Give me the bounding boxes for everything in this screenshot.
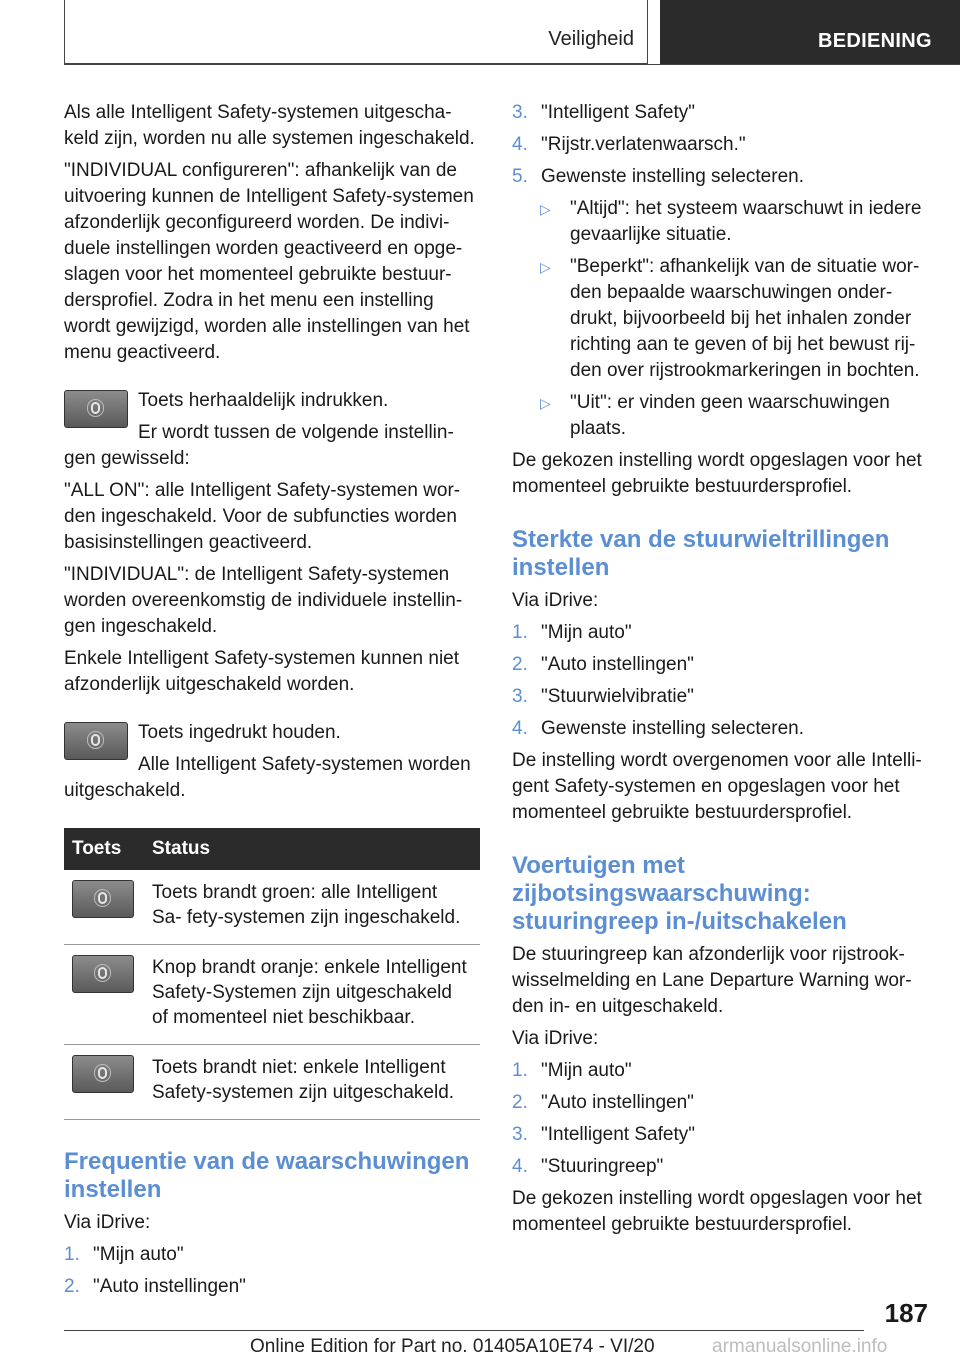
triangle-bullet-icon: ▷: [540, 201, 551, 217]
footer-rule: [64, 1330, 864, 1331]
paragraph: De stuuringreep kan afzonderlijk voor rijstrook- wisselmelding en Lane Departure Warning wor- den in- en uitgeschakeld.: [512, 944, 912, 1017]
table-cell: Toets brandt niet: enkele Intelligent Safety-systemen zijn uitgeschakeld.: [144, 1045, 480, 1120]
button-instruction: [64, 720, 480, 804]
paragraph: "ALL ON": alle Intelligent Safety-systemen wor- den ingeschakeld. Voor de subfuncties worden basisinstellingen geactiveerd.: [64, 480, 461, 553]
list-item: 3. "Intelligent Safety": [512, 1124, 695, 1145]
paragraph: Als alle Intelligent Safety-systemen uitgescha- keld zijn, worden nu alle systemen ingeschakeld.: [64, 102, 475, 149]
list-item: 2. "Auto instellingen": [512, 1092, 694, 1113]
paragraph: "INDIVIDUAL": de Intelligent Safety-systemen worden overeenkomstig de individuele instellin- gen ingeschakeld.: [64, 564, 463, 637]
step-list: [512, 620, 928, 742]
table-header-toets: Toets: [64, 828, 144, 870]
step-list: [64, 1242, 480, 1300]
table-cell: Toets brandt groen: alle Intelligent Sa- fety-systemen zijn ingeschakeld.: [144, 870, 480, 945]
paragraph: Toets ingedrukt houden.: [138, 722, 341, 743]
chapter-tab: BEDIENING: [660, 0, 960, 64]
paragraph: Alle Intelligent Safety-systemen worden uitgeschakeld.: [64, 754, 471, 801]
header-rule: [64, 64, 960, 65]
button-green-icon: [72, 880, 134, 918]
table-header-status: Status: [144, 828, 480, 870]
table-row: [64, 945, 480, 1045]
safety-button-icon: [64, 390, 128, 428]
left-column: [64, 100, 480, 1306]
paragraph: "INDIVIDUAL configureren": afhankelijk van de uitvoering kunnen de Intelligent Safety-systemen afzonderlijk geconfigureerd worden. De indivi- duele instellingen worden geactiveerd en opge- slagen voor het momenteel gebruikte bestuur- dersprofiel. Zodra in het menu een instelling wordt gewijzigd, worden alle instellingen van het menu geactiveerd.: [64, 160, 474, 363]
paragraph: De instelling wordt overgenomen voor alle Intelli- gent Safety-systemen en opgeslagen voor het momenteel gebruikte bestuurdersprofiel.: [512, 750, 922, 823]
paragraph: Enkele Intelligent Safety-systemen kunnen niet afzonderlijk uitgeschakeld worden.: [64, 648, 460, 695]
paragraph: Er wordt tussen de volgende instellin- gen gewisseld:: [64, 422, 454, 469]
button-instruction: [64, 388, 480, 472]
table-row: [64, 870, 480, 945]
list-item: ▷ "Uit": er vinden geen waarschuwingen plaats.: [540, 392, 890, 439]
step-list: [512, 100, 928, 190]
safety-button-icon: [64, 722, 128, 760]
right-column: [512, 100, 928, 1244]
paragraph: Via iDrive:: [512, 590, 599, 611]
paragraph: De gekozen instelling wordt opgeslagen voor het momenteel gebruikte bestuurdersprofiel.: [512, 450, 922, 497]
edition-note: Online Edition for Part no. 01405A10E74 - VI/20: [250, 1336, 655, 1357]
list-item: ▷ "Altijd": het systeem waarschuwt in iedere gevaarlijke situatie.: [540, 198, 922, 245]
list-item: 5. Gewenste instelling selecteren.: [512, 166, 804, 187]
step-list: [512, 1058, 928, 1180]
section-heading: Sterkte van de stuurwieltrillingen instellen: [512, 526, 890, 581]
list-item: 2. "Auto instellingen": [512, 654, 694, 675]
list-item: 3. "Intelligent Safety": [512, 102, 695, 123]
triangle-bullet-icon: ▷: [540, 395, 551, 411]
paragraph: De gekozen instelling wordt opgeslagen voor het momenteel gebruikte bestuurdersprofiel.: [512, 1188, 922, 1235]
list-item: 1. "Mijn auto": [512, 622, 632, 643]
list-item: 2. "Auto instellingen": [64, 1276, 246, 1297]
table-row: [64, 1045, 480, 1120]
list-item: 4. "Rijstr.verlatenwaarsch.": [512, 134, 746, 155]
paragraph: Via iDrive:: [64, 1212, 151, 1233]
section-title: Veiligheid: [548, 28, 634, 50]
page-number: 187: [884, 1298, 928, 1328]
section-heading: Voertuigen met zijbotsingswaarschuwing: stuuringreep in-/uitschakelen: [512, 852, 847, 935]
section-heading: Frequentie van de waarschuwingen instellen: [64, 1148, 470, 1203]
paragraph: Toets herhaaldelijk indrukken.: [138, 390, 389, 411]
triangle-bullet-icon: ▷: [540, 259, 551, 275]
status-table: [64, 828, 480, 1120]
button-orange-icon: [72, 955, 134, 993]
list-item: 1. "Mijn auto": [512, 1060, 632, 1081]
list-item: 1. "Mijn auto": [64, 1244, 184, 1265]
list-item: 4. "Stuuringreep": [512, 1156, 664, 1177]
paragraph: Via iDrive:: [512, 1028, 599, 1049]
button-off-icon: [72, 1055, 134, 1093]
watermark: armanualsonline.info: [712, 1336, 888, 1357]
list-item: ▷ "Beperkt": afhankelijk van de situatie wor- den bepaalde waarschuwingen onder- drukt, bijvoorbeeld bij het inhalen zonder richting aan te geven of bij het bewust rij- den over rijstrookmarkeringen in bochten.: [540, 256, 920, 381]
list-item: 3. "Stuurwielvibratie": [512, 686, 694, 707]
table-cell: Knop brandt oranje: enkele Intelligent Safety-Systemen zijn uitgeschakeld of momenteel niet beschikbaar.: [144, 945, 480, 1045]
list-item: 4. Gewenste instelling selecteren.: [512, 718, 804, 739]
option-list: [512, 196, 928, 442]
